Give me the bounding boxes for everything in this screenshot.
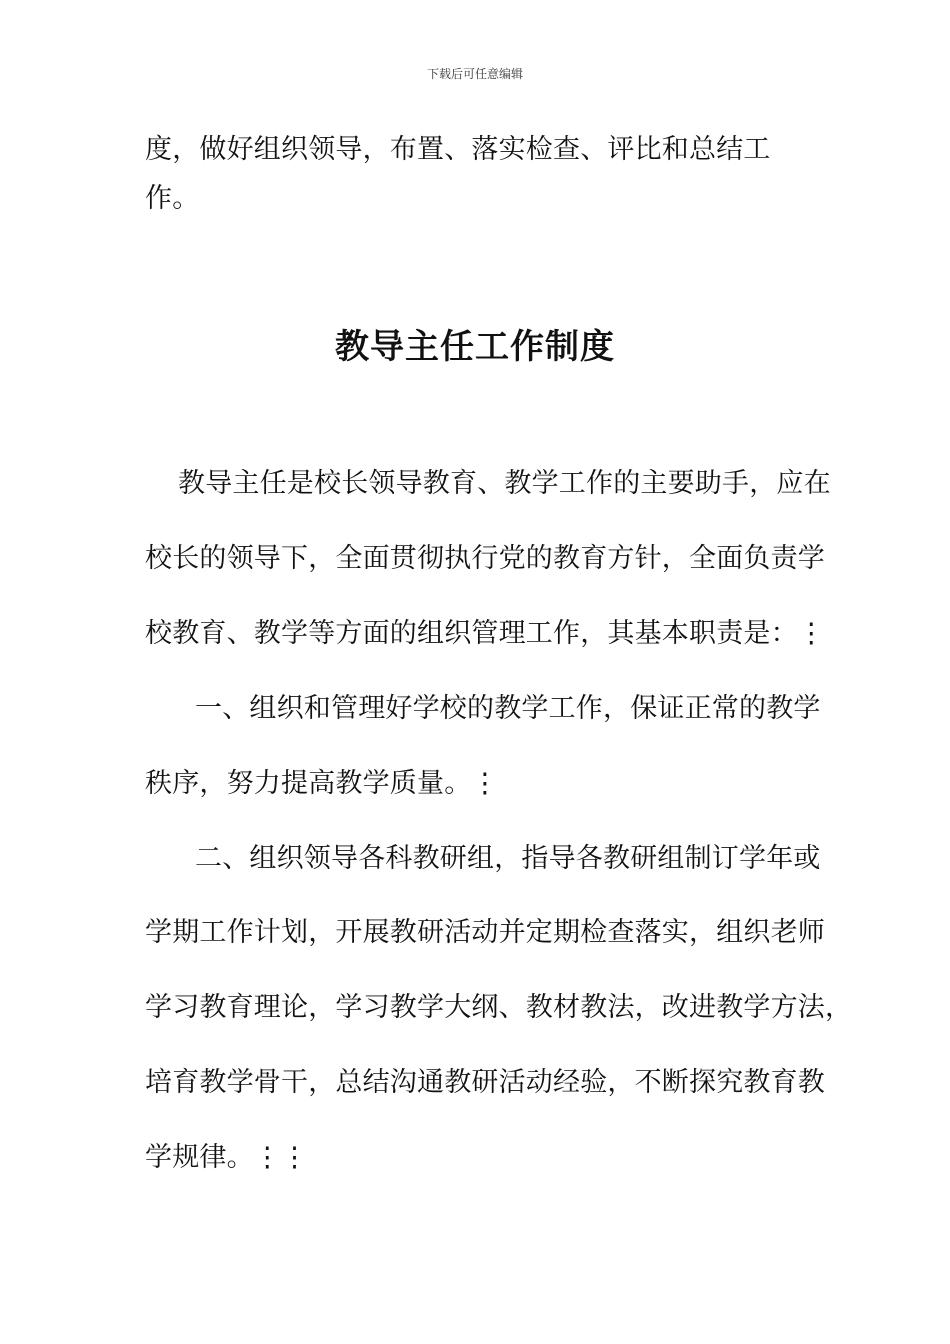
previous-section-line-1: 度，做好组织领导，布置、落实检查、评比和总结工	[145, 134, 771, 165]
item-1-line-1: 一、组织和管理好学校的教学工作，保证正常的教学	[195, 693, 821, 724]
intro-line-1: 教导主任是校长领导教育、教学工作的主要助手，应在	[178, 468, 831, 499]
section-title: 教导主任工作制度	[335, 327, 615, 367]
item-2-line-1: 二、组织领导各科教研组，指导各教研组制订学年或	[195, 843, 821, 874]
previous-section-line-2: 作。	[145, 183, 200, 214]
item-2-line-5: 学规律。⋮⋮	[145, 1142, 309, 1173]
item-1-line-2: 秩序，努力提高教学质量。⋮	[145, 768, 499, 799]
item-2-line-4: 培育教学骨干，总结沟通教研活动经验，不断探究教育教	[145, 1067, 825, 1098]
intro-line-3: 校教育、教学等方面的组织管理工作，其基本职责是：⋮	[145, 618, 825, 649]
item-2-line-2: 学期工作计划，开展教研活动并定期检查落实，组织老师	[145, 917, 825, 948]
header-note: 下载后可任意编辑	[426, 67, 523, 81]
intro-line-2: 校长的领导下，全面贯彻执行党的教育方针，全面负责学	[145, 543, 825, 574]
item-2-line-3: 学习教育理论，学习教学大纲、教材教法，改进教学方法，	[145, 992, 853, 1023]
